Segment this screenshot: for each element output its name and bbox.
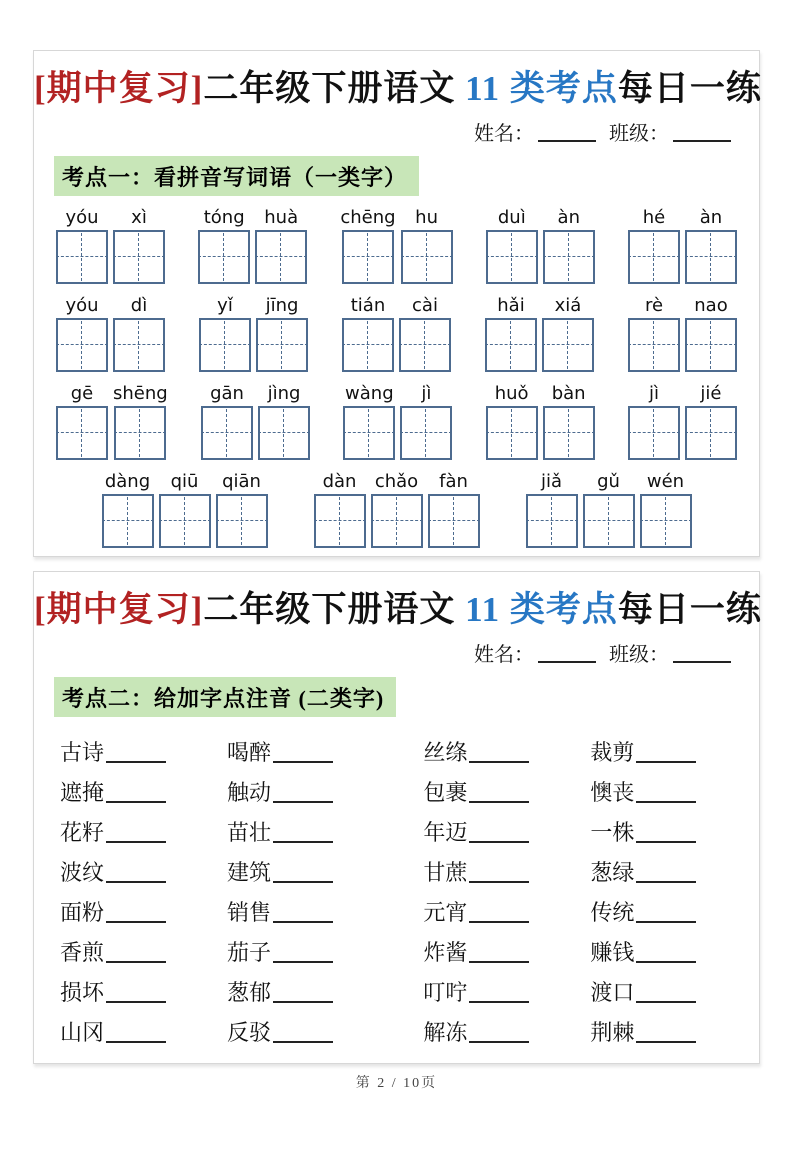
title-count-segment: 11 类考点 (465, 590, 618, 629)
pinyin-answer-blank (106, 1021, 166, 1043)
pinyin-answer-blank (636, 981, 696, 1003)
pinyin-grid-unit (685, 205, 737, 284)
pinyin-grid-unit (628, 293, 680, 372)
pinyin-answer-blank (106, 821, 166, 843)
writing-grid-box (113, 318, 165, 372)
pinyin-grid-unit (56, 205, 108, 284)
pinyin-grid-unit (314, 469, 366, 548)
pinyin-word-group (198, 205, 307, 284)
title-count-segment: 11 类考点 (465, 69, 618, 108)
pinyin-answer-blank (273, 741, 333, 763)
pinyin-answer-blank (469, 781, 529, 803)
pinyin-label: xiá (554, 295, 582, 316)
pinyin-answer-blank (636, 901, 696, 923)
pinyin-label: jiǎ (540, 471, 563, 492)
pinyin-label: yóu (65, 207, 99, 228)
word-text: 元宵 (423, 900, 468, 925)
pinyin-label: rè (644, 295, 664, 316)
worksheet-page (0, 50, 793, 1172)
pinyin-word-group (102, 469, 268, 548)
word-text: 茄子 (226, 940, 271, 965)
class-blank (673, 122, 731, 142)
writing-grid-box (542, 318, 594, 372)
pinyin-answer-blank (273, 901, 333, 923)
pinyin-label: gǔ (597, 471, 620, 492)
word-text: 炸酱 (423, 940, 468, 965)
pinyin-grid-unit (486, 381, 538, 460)
page-title (34, 572, 762, 632)
pinyin-row-4 (34, 469, 759, 548)
writing-grid-box (255, 230, 307, 284)
pinyin-answer-blank (636, 821, 696, 843)
pinyin-word-group (314, 469, 480, 548)
pinyin-grid-unit (113, 381, 168, 460)
writing-grid-box (401, 230, 453, 284)
word-text: 渡口 (590, 980, 635, 1005)
writing-grid-box (56, 318, 108, 372)
word-item (423, 973, 590, 1013)
pinyin-label: dì (130, 295, 148, 316)
pinyin-grid-unit (56, 293, 108, 372)
word-text: 葱绿 (590, 860, 635, 885)
word-text: 包裹 (423, 780, 468, 805)
writing-grid-box (216, 494, 268, 548)
page-number-indicator: 第 2 / 10页 (355, 1076, 438, 1091)
writing-grid-box (343, 406, 395, 460)
pinyin-grid-unit (526, 469, 578, 548)
pinyin-word-group (486, 381, 595, 460)
pinyin-grid-unit (256, 293, 308, 372)
title-grade-segment: 二年级下册语文 (203, 69, 466, 108)
title-bracket-segment: [期中复习] (34, 69, 204, 108)
pinyin-word-group (342, 293, 451, 372)
writing-grid-box (543, 230, 595, 284)
pinyin-grid-unit (543, 381, 595, 460)
pinyin-answer-blank (273, 941, 333, 963)
pinyin-grid-unit (543, 205, 595, 284)
pinyin-label: jì (421, 383, 432, 404)
class-label: 班级： (609, 123, 669, 145)
pinyin-label: wàng (345, 383, 394, 404)
writing-grid-box (56, 406, 108, 460)
pinyin-answer-blank (106, 981, 166, 1003)
word-text: 面粉 (60, 900, 105, 925)
pinyin-label: nao (694, 295, 728, 316)
pinyin-word-group (199, 293, 308, 372)
pinyin-label: chǎo (374, 471, 419, 492)
pinyin-answer-blank (469, 861, 529, 883)
title-tail-segment: 每日一练 (617, 69, 762, 108)
word-text: 葱郁 (226, 980, 271, 1005)
word-text: 喝醉 (226, 740, 271, 765)
word-item (423, 933, 590, 973)
writing-grid-box (201, 406, 253, 460)
pinyin-grid-unit (159, 469, 211, 548)
word-text: 触动 (226, 780, 271, 805)
pinyin-answer-blank (469, 741, 529, 763)
word-item (227, 1013, 423, 1053)
word-text: 波纹 (60, 860, 105, 885)
writing-grid-box (199, 318, 251, 372)
word-item (227, 773, 423, 813)
pinyin-grid-unit (640, 469, 692, 548)
word-item (590, 773, 741, 813)
pinyin-grid-unit (342, 293, 394, 372)
pinyin-answer-blank (273, 821, 333, 843)
writing-grid-box (399, 318, 451, 372)
pinyin-word-group (343, 381, 452, 460)
pinyin-word-group (486, 205, 595, 284)
word-text: 反驳 (226, 1020, 271, 1045)
pinyin-answer-blank (106, 941, 166, 963)
pinyin-label: tián (350, 295, 386, 316)
pinyin-answer-blank (273, 981, 333, 1003)
writing-grid-box (256, 318, 308, 372)
word-item (590, 973, 741, 1013)
pinyin-label: tóng (203, 207, 245, 228)
writing-grid-box (685, 406, 737, 460)
word-text: 销售 (226, 900, 271, 925)
word-text: 解冻 (423, 1020, 468, 1045)
word-text: 赚钱 (590, 940, 635, 965)
writing-grid-box (543, 406, 595, 460)
word-text: 裁剪 (590, 740, 635, 765)
class-label: 班级： (609, 644, 669, 666)
pinyin-grid-unit (201, 381, 253, 460)
word-item (590, 813, 741, 853)
word-item (423, 733, 590, 773)
pinyin-grid-unit (628, 381, 680, 460)
writing-grid-box (486, 406, 538, 460)
word-item (60, 973, 227, 1013)
pinyin-answer-blank (106, 781, 166, 803)
pinyin-label: gān (210, 383, 244, 404)
pinyin-grid-unit (198, 205, 250, 284)
writing-grid-box (486, 230, 538, 284)
word-item (590, 933, 741, 973)
word-item (590, 733, 741, 773)
pinyin-answer-blank (636, 741, 696, 763)
word-item (423, 813, 590, 853)
word-item (60, 893, 227, 933)
pinyin-label: fàn (439, 471, 468, 492)
pinyin-grid-unit (628, 205, 680, 284)
pinyin-answer-blank (636, 781, 696, 803)
pinyin-word-group (526, 469, 692, 548)
pinyin-word-group (201, 381, 310, 460)
word-text: 遮掩 (60, 780, 105, 805)
pinyin-answer-blank (106, 741, 166, 763)
word-text: 年迈 (423, 820, 468, 845)
pinyin-answer-blank (469, 901, 529, 923)
page-title (34, 51, 762, 111)
pinyin-grid-unit (113, 293, 165, 372)
worksheet-card-2 (33, 571, 760, 1064)
pinyin-word-group (628, 205, 737, 284)
writing-grid-box (56, 230, 108, 284)
pinyin-label: yǐ (217, 295, 233, 316)
pinyin-answer-blank (636, 861, 696, 883)
pinyin-word-group (56, 205, 165, 284)
pinyin-answer-blank (469, 941, 529, 963)
word-text: 古诗 (60, 740, 105, 765)
pinyin-grid-unit (400, 381, 452, 460)
writing-grid-box (342, 318, 394, 372)
word-text: 损坏 (60, 980, 105, 1005)
word-item (60, 933, 227, 973)
writing-grid-box (102, 494, 154, 548)
name-blank (538, 122, 596, 142)
pinyin-answer-blank (469, 1021, 529, 1043)
pinyin-grid-unit (583, 469, 635, 548)
pinyin-label: cài (412, 295, 438, 316)
writing-grid-box (159, 494, 211, 548)
pinyin-grid-unit (258, 381, 310, 460)
pinyin-label: yóu (65, 295, 99, 316)
word-item (227, 973, 423, 1013)
pinyin-word-group (56, 293, 165, 372)
pinyin-label: hu (415, 207, 438, 228)
pinyin-answer-blank (106, 901, 166, 923)
word-text: 香煎 (60, 940, 105, 965)
pinyin-grid-unit (685, 381, 737, 460)
writing-grid-box (583, 494, 635, 548)
pinyin-row-2 (34, 293, 759, 372)
pinyin-label: duì (497, 207, 526, 228)
pinyin-grid-unit (255, 205, 307, 284)
pinyin-label: hǎi (497, 295, 525, 316)
pinyin-label: shēng (113, 383, 168, 404)
word-text: 花籽 (60, 820, 105, 845)
word-item (590, 893, 741, 933)
pinyin-label: qiān (222, 471, 261, 492)
word-item (227, 733, 423, 773)
pinyin-grid-unit (56, 381, 108, 460)
writing-grid-box (114, 406, 166, 460)
pinyin-answer-blank (106, 861, 166, 883)
word-text: 丝绦 (423, 740, 468, 765)
pinyin-grid-unit (102, 469, 154, 548)
section1-header: 考点一：看拼音写词语（一类字） (54, 156, 419, 196)
pinyin-grid-unit (486, 205, 538, 284)
word-item (423, 1013, 590, 1053)
word-item (60, 813, 227, 853)
word-item (227, 813, 423, 853)
word-text: 甘蔗 (423, 860, 468, 885)
word-item (60, 1013, 227, 1053)
pinyin-grid-unit (542, 293, 594, 372)
pinyin-answer-blank (273, 1021, 333, 1043)
pinyin-label: bàn (551, 383, 586, 404)
pinyin-answer-blank (636, 941, 696, 963)
pinyin-grid-unit (216, 469, 268, 548)
word-item (423, 773, 590, 813)
pinyin-row-3 (34, 381, 759, 460)
pinyin-label: hé (642, 207, 666, 228)
pinyin-grid-unit (401, 205, 453, 284)
pinyin-label: jì (648, 383, 659, 404)
pinyin-label: wén (646, 471, 685, 492)
pinyin-label: jìng (267, 383, 301, 404)
writing-grid-box (342, 230, 394, 284)
worksheet-card-1 (33, 50, 760, 557)
word-item (227, 893, 423, 933)
pinyin-label: àn (557, 207, 580, 228)
pinyin-label: xì (131, 207, 147, 228)
pinyin-word-group (628, 293, 737, 372)
name-class-line (34, 111, 759, 148)
word-text: 荆棘 (590, 1020, 635, 1045)
writing-grid-box (428, 494, 480, 548)
pinyin-label: jīng (265, 295, 299, 316)
pinyin-grid-unit (485, 293, 537, 372)
writing-grid-box (526, 494, 578, 548)
word-text: 传统 (590, 900, 635, 925)
word-text: 苗壮 (226, 820, 271, 845)
word-item (227, 933, 423, 973)
pinyin-grid-unit (113, 205, 165, 284)
pinyin-grid-unit (399, 293, 451, 372)
word-list (34, 733, 759, 1053)
word-item (423, 853, 590, 893)
pinyin-answer-blank (469, 821, 529, 843)
pinyin-label: àn (699, 207, 723, 228)
word-text: 懊丧 (590, 780, 635, 805)
class-blank (673, 643, 731, 663)
writing-grid-box (628, 230, 680, 284)
name-class-line (34, 632, 759, 669)
pinyin-row-1 (34, 205, 759, 284)
name-label: 姓名： (474, 644, 534, 666)
pinyin-word-group (340, 205, 452, 284)
pinyin-word-group (56, 381, 168, 460)
word-item (60, 733, 227, 773)
pinyin-grid-unit (371, 469, 423, 548)
pinyin-label: chēng (340, 207, 396, 228)
pinyin-grid-unit (343, 381, 395, 460)
pinyin-label: huà (264, 207, 299, 228)
pinyin-grid-unit (685, 293, 737, 372)
pinyin-label: huǒ (494, 383, 529, 404)
pinyin-word-group (628, 381, 737, 460)
writing-grid-box (258, 406, 310, 460)
word-item (227, 853, 423, 893)
writing-grid-box (628, 406, 680, 460)
word-item (60, 773, 227, 813)
section2-header: 考点二：给加字点注音 (二类字) (54, 677, 396, 717)
word-text: 建筑 (226, 860, 271, 885)
pinyin-answer-blank (273, 861, 333, 883)
pinyin-answer-blank (273, 781, 333, 803)
word-item (60, 853, 227, 893)
writing-grid-box (485, 318, 537, 372)
writing-grid-box (198, 230, 250, 284)
word-item (590, 853, 741, 893)
title-tail-segment: 每日一练 (617, 590, 762, 629)
pinyin-label: jié (700, 383, 722, 404)
word-text: 一株 (590, 820, 635, 845)
pinyin-label: dàng (104, 471, 151, 492)
writing-grid-box (400, 406, 452, 460)
writing-grid-box (371, 494, 423, 548)
word-text: 山冈 (60, 1020, 105, 1045)
pinyin-answer-blank (469, 981, 529, 1003)
writing-grid-box (685, 318, 737, 372)
writing-grid-box (628, 318, 680, 372)
writing-grid-box (685, 230, 737, 284)
name-label: 姓名： (474, 123, 534, 145)
pinyin-label: gē (70, 383, 94, 404)
word-item (423, 893, 590, 933)
pinyin-label: dàn (322, 471, 357, 492)
title-grade-segment: 二年级下册语文 (203, 590, 466, 629)
title-bracket-segment: [期中复习] (34, 590, 204, 629)
word-item (590, 1013, 741, 1053)
writing-grid-box (640, 494, 692, 548)
pinyin-answer-blank (636, 1021, 696, 1043)
pinyin-label: qiū (170, 471, 199, 492)
writing-grid-box (113, 230, 165, 284)
name-blank (538, 643, 596, 663)
pinyin-grid-unit (199, 293, 251, 372)
pinyin-word-group (485, 293, 594, 372)
pinyin-grid-unit (428, 469, 480, 548)
pinyin-grid-unit (340, 205, 395, 284)
writing-grid-box (314, 494, 366, 548)
word-text: 叮咛 (423, 980, 468, 1005)
